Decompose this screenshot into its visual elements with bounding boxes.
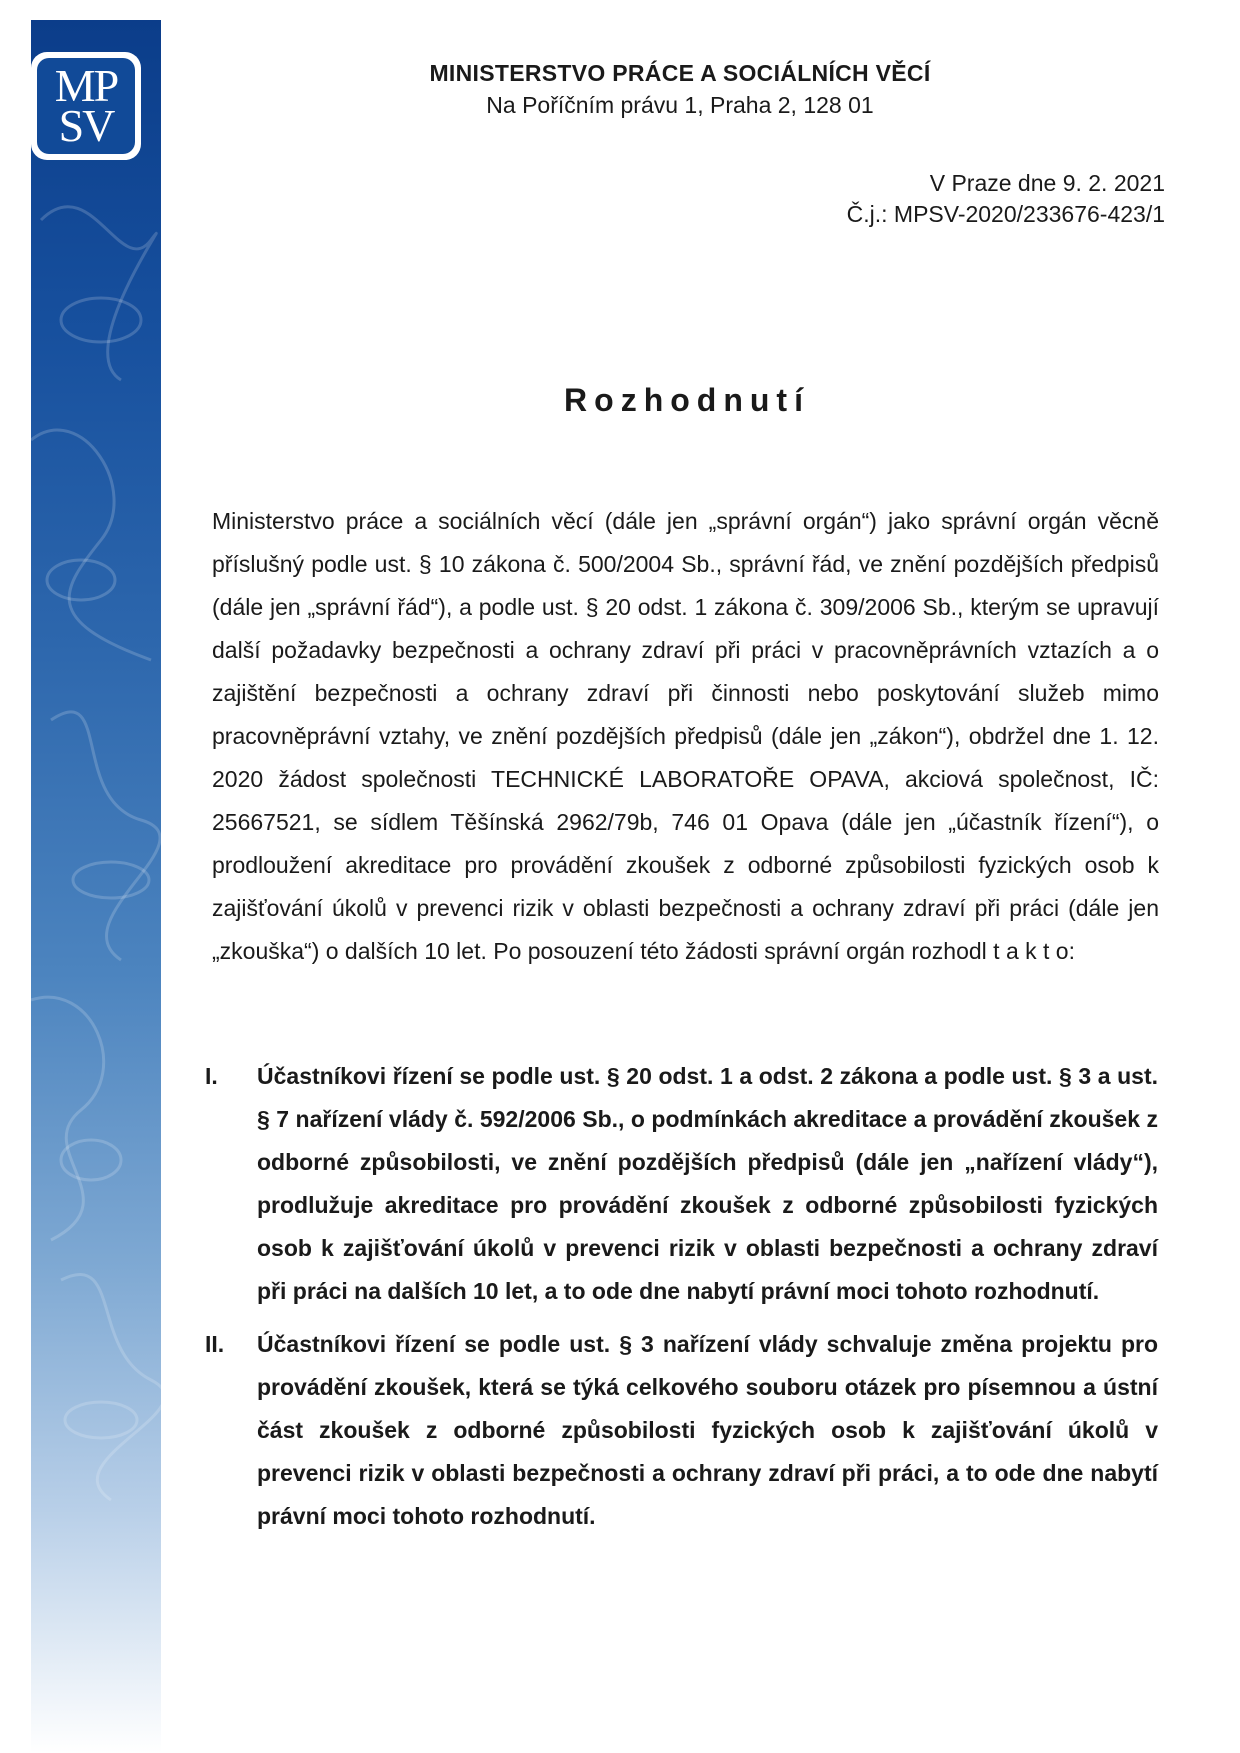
document-date: V Praze dne 9. 2. 2021 (929, 170, 1165, 196)
logo-mark (37, 58, 135, 154)
intro-paragraph: Ministerstvo práce a sociálních věcí (dále jen „správní orgán“) jako správní orgán věcně příslušný podle ust. § 10 zákona č. 500/2004 Sb., správní řád, ve znění pozdějších předpisů (dále jen „správní řád“), a podle ust. § 20 odst. 1 zákona č. 309/2006 Sb., kterým se upravují další požadavky bezpečnosti a ochrany zdraví při práci v pracovněprávních vztazích a o zajištění bezpečnosti a ochrany zdraví při činnosti nebo poskytování služeb mimo pracovněprávní vztahy, ve znění pozdějších předpisů (dále jen „zákon“), obdržel dne 1. 12. 2020 žádost společnosti TECHNICKÉ LABORATOŘE OPAVA, akciová společnost, IČ: 25667521, se sídlem Těšínská 2962/79b, 746 01 Opava (dále jen „účastník řízení“), o prodloužení akreditace pro provádění zkoušek z odborné způsobilosti fyzických osob k zajišťování úkolů v prevenci rizik v oblasti bezpečnosti a ochrany zdraví při práci (dále jen „zkouška“) o dalších 10 let. Po posouzení této žádosti správní orgán rozhodl t a k t o: (212, 508, 1159, 964)
letterhead (330, 60, 1030, 119)
decision-number: I. (205, 1063, 218, 1089)
decision-text: Účastníkovi řízení se podle ust. § 20 odst. 1 a odst. 2 zákona a podle ust. § 3 a ust. § 7 nařízení vlády č. 592/2006 Sb., o podmínkách akreditace a provádění zkoušek z odborné způsobilosti, ve znění pozdějších předpisů (dále jen „nařízení vlády“), prodlužuje akreditace pro provádění zkoušek z odborné způsobilosti fyzických osob k zajišťování úkolů v prevenci rizik v oblasti bezpečnosti a ochrany zdraví při práci na dalších 10 let, a to ode dne nabytí právní moci tohoto rozhodnutí. (257, 1063, 1158, 1304)
decision-text: Účastníkovi řízení se podle ust. § 3 nařízení vlády schvaluje změna projektu pro provádění zkoušek, která se týká celkového souboru otázek pro písemnou a ústní část zkoušek z odborné způsobilosti fyzických osob k zajišťování úkolů v prevenci rizik v oblasti bezpečnosti a ochrany zdraví při práci, a to ode dne nabytí právní moci tohoto rozhodnutí. (257, 1331, 1158, 1529)
decision-item (205, 1055, 1158, 1313)
date-reference-block (847, 168, 1165, 230)
mpsv-logo (31, 52, 141, 160)
ministry-address: Na Poříčním právu 1, Praha 2, 128 01 (486, 92, 874, 118)
decision-list (205, 1055, 1158, 1548)
decorative-side-band (31, 20, 161, 1753)
logo-line-1: MP (54, 60, 118, 111)
decision-item (205, 1323, 1158, 1538)
ministry-name: MINISTERSTVO PRÁCE A SOCIÁLNÍCH VĚCÍ (429, 60, 931, 86)
document-title: Rozhodnutí (564, 382, 810, 418)
band-pattern (31, 20, 161, 1753)
decision-number: II. (205, 1331, 225, 1357)
reference-number: Č.j.: MPSV-2020/233676-423/1 (846, 201, 1165, 227)
logo-line-2: SV (58, 100, 114, 151)
